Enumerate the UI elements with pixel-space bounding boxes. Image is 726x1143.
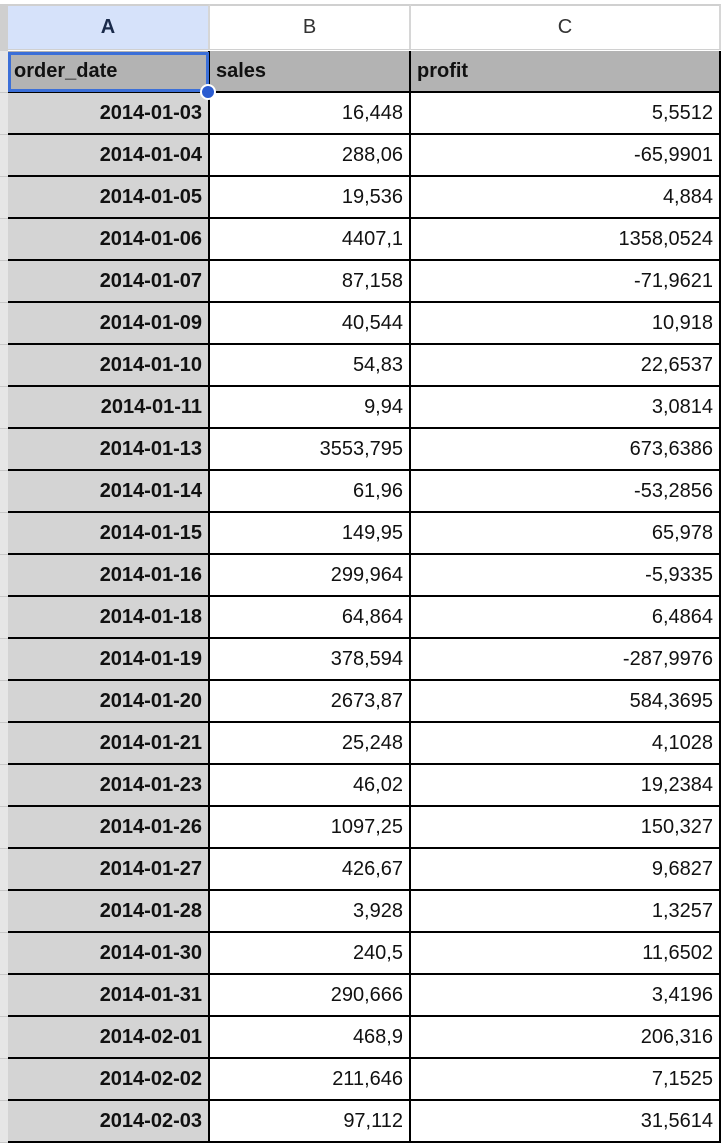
cell-sales[interactable]: 9,94 bbox=[210, 387, 411, 429]
column-header-c[interactable]: C bbox=[411, 4, 721, 50]
row-gutter[interactable] bbox=[0, 681, 8, 723]
cell-sales[interactable]: 299,964 bbox=[210, 555, 411, 597]
cell-profit[interactable]: 11,6502 bbox=[411, 933, 721, 975]
cell-order-date[interactable]: 2014-01-27 bbox=[8, 849, 210, 891]
cell-order-date[interactable]: 2014-01-20 bbox=[8, 681, 210, 723]
cell-sales[interactable]: 426,67 bbox=[210, 849, 411, 891]
table-row bbox=[0, 639, 726, 681]
corner-gutter[interactable] bbox=[0, 4, 8, 51]
cell-order-date[interactable]: 2014-01-28 bbox=[8, 891, 210, 933]
cell-sales[interactable]: 25,248 bbox=[210, 723, 411, 765]
cell-profit[interactable]: -5,9335 bbox=[411, 555, 721, 597]
row-gutter[interactable] bbox=[0, 933, 8, 975]
cell-order-date[interactable]: 2014-01-16 bbox=[8, 555, 210, 597]
table-row bbox=[0, 429, 726, 471]
cell-profit[interactable]: 584,3695 bbox=[411, 681, 721, 723]
cell-order-date[interactable]: 2014-02-03 bbox=[8, 1101, 210, 1143]
table-row bbox=[0, 1101, 726, 1143]
cell-profit[interactable]: 31,5614 bbox=[411, 1101, 721, 1143]
cell-order-date[interactable]: 2014-01-09 bbox=[8, 303, 210, 345]
cell-order-date[interactable]: 2014-01-04 bbox=[8, 135, 210, 177]
cell-profit[interactable]: 10,918 bbox=[411, 303, 721, 345]
table-row bbox=[0, 765, 726, 807]
cell-order-date[interactable]: 2014-01-21 bbox=[8, 723, 210, 765]
table-row bbox=[0, 891, 726, 933]
row-gutter[interactable] bbox=[0, 597, 8, 639]
cell-order-date[interactable]: 2014-01-18 bbox=[8, 597, 210, 639]
cell-sales[interactable]: 54,83 bbox=[210, 345, 411, 387]
cell-profit[interactable]: 6,4864 bbox=[411, 597, 721, 639]
row-gutter[interactable] bbox=[0, 891, 8, 933]
fill-handle[interactable] bbox=[200, 84, 216, 100]
cell-order-date[interactable]: 2014-01-14 bbox=[8, 471, 210, 513]
row-gutter[interactable] bbox=[0, 849, 8, 891]
cell-profit[interactable]: 5,5512 bbox=[411, 93, 721, 135]
cell-profit[interactable]: -71,9621 bbox=[411, 261, 721, 303]
cell-profit[interactable]: 4,1028 bbox=[411, 723, 721, 765]
row-gutter[interactable] bbox=[0, 765, 8, 807]
cell-profit[interactable]: 65,978 bbox=[411, 513, 721, 555]
cell-sales[interactable]: 468,9 bbox=[210, 1017, 411, 1059]
cell-sales[interactable]: 288,06 bbox=[210, 135, 411, 177]
column-header-a[interactable]: A bbox=[8, 4, 210, 50]
table-row bbox=[0, 849, 726, 891]
cell-sales[interactable]: 64,864 bbox=[210, 597, 411, 639]
column-header-row bbox=[0, 4, 726, 51]
table-row bbox=[0, 93, 726, 135]
cell-profit[interactable]: 673,6386 bbox=[411, 429, 721, 471]
cell-profit[interactable]: -65,9901 bbox=[411, 135, 721, 177]
row-gutter[interactable] bbox=[0, 513, 8, 555]
column-header-b[interactable]: B bbox=[210, 4, 411, 50]
cell-sales[interactable]: 4407,1 bbox=[210, 219, 411, 261]
row-gutter[interactable] bbox=[0, 261, 8, 303]
cell-order-date[interactable]: 2014-01-13 bbox=[8, 429, 210, 471]
row-gutter[interactable] bbox=[0, 1101, 8, 1143]
table-row bbox=[0, 1017, 726, 1059]
table-row bbox=[0, 345, 726, 387]
row-gutter[interactable] bbox=[0, 93, 8, 135]
cell-profit[interactable]: 19,2384 bbox=[411, 765, 721, 807]
table-row bbox=[0, 219, 726, 261]
cell-profit[interactable]: 3,0814 bbox=[411, 387, 721, 429]
cell-order-date[interactable]: 2014-01-07 bbox=[8, 261, 210, 303]
row-gutter[interactable] bbox=[0, 1059, 8, 1101]
row-gutter[interactable] bbox=[0, 219, 8, 261]
table-row bbox=[0, 177, 726, 219]
cell-order-date[interactable]: 2014-01-03 bbox=[8, 93, 210, 135]
cell-profit[interactable]: 206,316 bbox=[411, 1017, 721, 1059]
row-gutter[interactable] bbox=[0, 429, 8, 471]
row-gutter[interactable] bbox=[0, 345, 8, 387]
cell-profit[interactable]: -287,9976 bbox=[411, 639, 721, 681]
cell-profit[interactable]: 22,6537 bbox=[411, 345, 721, 387]
header-cell-sales[interactable]: sales bbox=[210, 51, 411, 93]
header-cell-order-date[interactable]: order_date bbox=[8, 51, 210, 93]
cell-order-date[interactable]: 2014-02-02 bbox=[8, 1059, 210, 1101]
table-row bbox=[0, 513, 726, 555]
table-row bbox=[0, 303, 726, 345]
cell-order-date[interactable]: 2014-01-05 bbox=[8, 177, 210, 219]
cell-sales[interactable]: 290,666 bbox=[210, 975, 411, 1017]
row-gutter[interactable] bbox=[0, 975, 8, 1017]
cell-sales[interactable]: 87,158 bbox=[210, 261, 411, 303]
cell-order-date[interactable]: 2014-01-19 bbox=[8, 639, 210, 681]
cell-order-date[interactable]: 2014-01-31 bbox=[8, 975, 210, 1017]
table-row bbox=[0, 975, 726, 1017]
table-row bbox=[0, 933, 726, 975]
row-gutter[interactable] bbox=[0, 807, 8, 849]
cell-profit[interactable]: -53,2856 bbox=[411, 471, 721, 513]
cell-profit[interactable]: 1358,0524 bbox=[411, 219, 721, 261]
table-header-row bbox=[0, 51, 726, 93]
table-row bbox=[0, 387, 726, 429]
row-gutter[interactable] bbox=[0, 471, 8, 513]
row-gutter[interactable] bbox=[0, 387, 8, 429]
row-gutter[interactable] bbox=[0, 135, 8, 177]
cell-order-date[interactable]: 2014-01-26 bbox=[8, 807, 210, 849]
right-edge bbox=[721, 4, 726, 1124]
table-row bbox=[0, 555, 726, 597]
cell-order-date[interactable]: 2014-01-30 bbox=[8, 933, 210, 975]
cell-sales[interactable]: 378,594 bbox=[210, 639, 411, 681]
cell-profit[interactable]: 3,4196 bbox=[411, 975, 721, 1017]
cell-sales[interactable]: 46,02 bbox=[210, 765, 411, 807]
row-gutter[interactable] bbox=[0, 555, 8, 597]
row-gutter[interactable] bbox=[0, 177, 8, 219]
row-gutter[interactable] bbox=[0, 51, 8, 93]
cell-sales[interactable]: 61,96 bbox=[210, 471, 411, 513]
row-gutter[interactable] bbox=[0, 723, 8, 765]
table-row bbox=[0, 135, 726, 177]
cell-profit[interactable]: 9,6827 bbox=[411, 849, 721, 891]
table-row bbox=[0, 807, 726, 849]
cell-sales[interactable]: 1097,25 bbox=[210, 807, 411, 849]
cell-sales[interactable]: 19,536 bbox=[210, 177, 411, 219]
table-row bbox=[0, 471, 726, 513]
table-row bbox=[0, 681, 726, 723]
cell-profit[interactable]: 4,884 bbox=[411, 177, 721, 219]
table-row bbox=[0, 723, 726, 765]
cell-order-date[interactable]: 2014-01-23 bbox=[8, 765, 210, 807]
cell-order-date[interactable]: 2014-01-15 bbox=[8, 513, 210, 555]
cell-sales[interactable]: 97,112 bbox=[210, 1101, 411, 1143]
cell-profit[interactable]: 1,3257 bbox=[411, 891, 721, 933]
cell-profit[interactable]: 7,1525 bbox=[411, 1059, 721, 1101]
cell-order-date[interactable]: 2014-01-06 bbox=[8, 219, 210, 261]
cell-sales[interactable]: 3,928 bbox=[210, 891, 411, 933]
row-gutter[interactable] bbox=[0, 303, 8, 345]
table-row bbox=[0, 1059, 726, 1101]
cell-sales[interactable]: 2673,87 bbox=[210, 681, 411, 723]
row-gutter[interactable] bbox=[0, 639, 8, 681]
table-row bbox=[0, 261, 726, 303]
cell-sales[interactable]: 3553,795 bbox=[210, 429, 411, 471]
cell-order-date[interactable]: 2014-01-11 bbox=[8, 387, 210, 429]
cell-profit[interactable]: 150,327 bbox=[411, 807, 721, 849]
cell-sales[interactable]: 240,5 bbox=[210, 933, 411, 975]
cell-order-date[interactable]: 2014-02-01 bbox=[8, 1017, 210, 1059]
row-gutter[interactable] bbox=[0, 1017, 8, 1059]
cell-sales[interactable]: 16,448 bbox=[210, 93, 411, 135]
cell-sales[interactable]: 149,95 bbox=[210, 513, 411, 555]
table-row bbox=[0, 597, 726, 639]
cell-sales[interactable]: 40,544 bbox=[210, 303, 411, 345]
cell-sales[interactable]: 211,646 bbox=[210, 1059, 411, 1101]
cell-order-date[interactable]: 2014-01-10 bbox=[8, 345, 210, 387]
header-cell-profit[interactable]: profit bbox=[411, 51, 721, 93]
